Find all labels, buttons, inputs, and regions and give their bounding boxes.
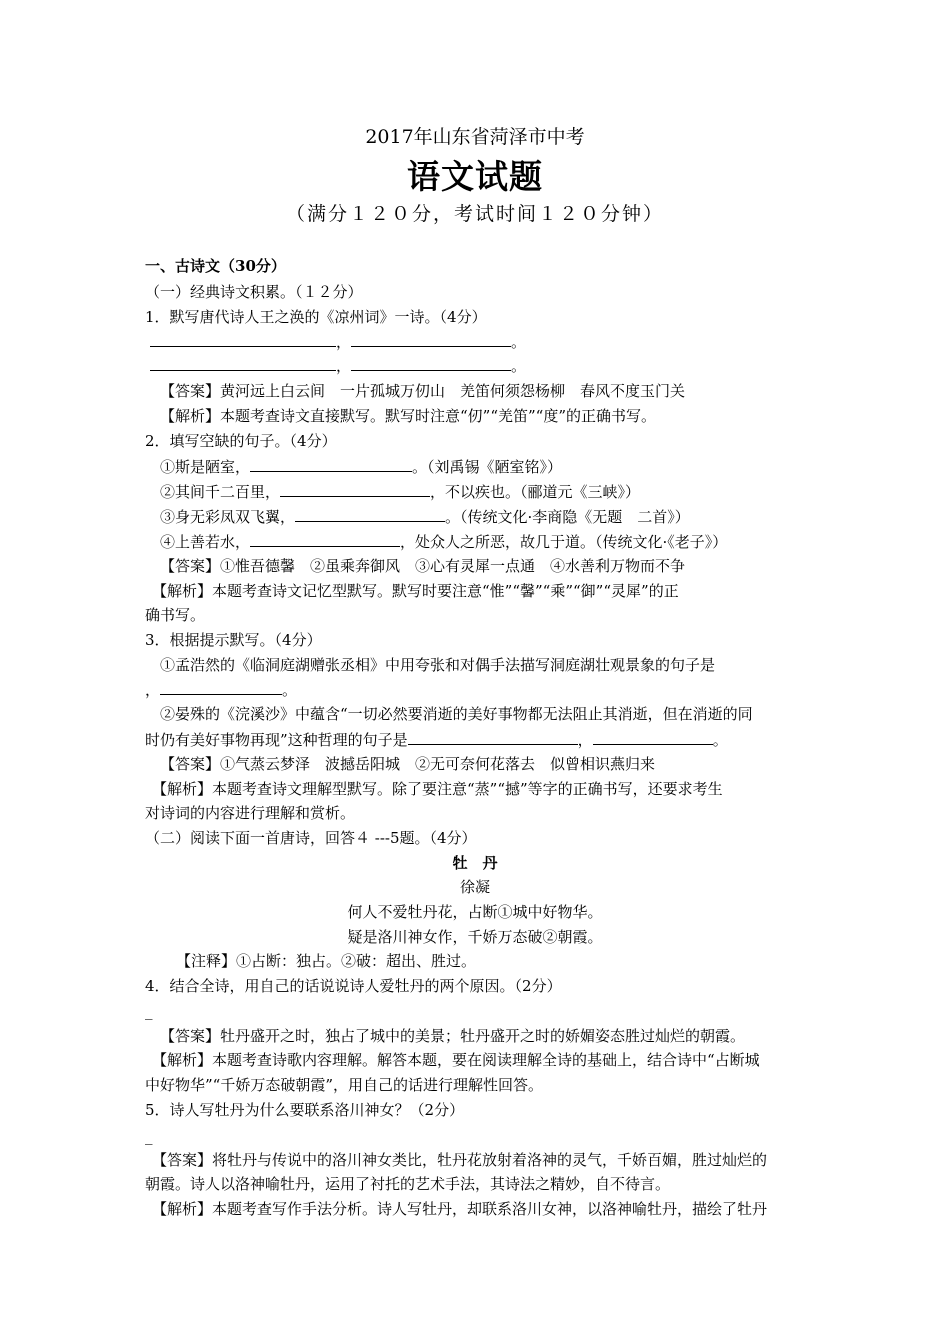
answer-blank[interactable] xyxy=(295,506,445,522)
q3-item-1-blank: ， 。 xyxy=(145,681,298,699)
q4-answer: 【答案】牡丹盛开之时，独占了城中的美景；牡丹盛开之时的娇媚姿态胜过灿烂的朝霞。 xyxy=(160,1027,746,1045)
q1-blank-row-2: ， 。 xyxy=(150,355,526,376)
q4-analysis-cont: 中好物华”“千娇万态破朝霞”，用自己的话进行理解性回答。 xyxy=(145,1076,544,1094)
q2-analysis: 【解析】本题考查诗文记忆型默写。默写时要注意“惟”“馨”“乘”“御”“灵犀”的正 xyxy=(152,582,679,600)
answer-blank[interactable] xyxy=(250,456,412,472)
poem-author: 徐凝 xyxy=(459,878,490,896)
exam-title: 2017年山东省菏泽市中考 xyxy=(365,126,585,148)
question-2: 2．填写空缺的句子。（4分） xyxy=(145,432,337,450)
q1-analysis: 【解析】本题考查诗文直接默写。默写时注意“仞”“羌笛”“度”的正确书写。 xyxy=(160,407,657,425)
q2-answer: 【答案】①惟吾德馨 ②虽乘奔御风 ③心有灵犀一点通 ④水善利万物而不争 xyxy=(160,557,686,575)
q2-analysis-cont: 确书写。 xyxy=(145,606,206,624)
answer-blank[interactable] xyxy=(351,355,511,371)
q2-item-3: ③身无彩凤双飞翼， 。（传统文化·李商隐《无题 二首》） xyxy=(160,508,690,526)
q3-analysis-cont: 对诗词的内容进行理解和赏析。 xyxy=(145,804,356,822)
question-1: 1．默写唐代诗人王之涣的《凉州词》一诗。（4分） xyxy=(145,308,487,326)
answer-blank[interactable] xyxy=(150,355,336,371)
question-5: 5．诗人写牡丹为什么要联系洛川神女？（2分） xyxy=(145,1101,465,1119)
q1-blank-row-1: ， 。 xyxy=(150,331,526,352)
poem-line-1: 何人不爱牡丹花，占断①城中好物华。 xyxy=(347,903,603,921)
subsection-1: （一）经典诗文积累。（１２分） xyxy=(145,283,363,301)
q5-analysis: 【解析】本题考查写作手法分析。诗人写牡丹，却联系洛川女神，以洛神喻牡丹，描绘了牡丹 xyxy=(152,1200,768,1218)
subject-title: 语文试题 xyxy=(407,157,543,196)
answer-blank[interactable] xyxy=(250,531,400,547)
poem-line-2: 疑是洛川神女作，千娇万态破②朝霞。 xyxy=(347,928,603,946)
q5-answer-cont: 朝霞。诗人以洛神喻牡丹，运用了衬托的艺术手法，其诗法之精妙，自不待言。 xyxy=(145,1175,671,1193)
q2-item-1: ①斯是陋室， 。（刘禹锡《陋室铭》） xyxy=(160,458,563,476)
q3-item-1: ①孟浩然的《临洞庭湖赠张丞相》中用夸张和对偶手法描写洞庭湖壮观景象的句子是 xyxy=(160,656,716,674)
answer-blank[interactable] xyxy=(351,331,511,347)
q3-answer: 【答案】①气蒸云梦泽 波撼岳阳城 ②无可奈何花落去 似曾相识燕归来 xyxy=(160,755,656,773)
poem-title: 牡 丹 xyxy=(452,854,498,872)
answer-blank[interactable] xyxy=(280,481,430,497)
answer-blank[interactable] xyxy=(408,729,578,745)
q2-item-2: ②其间千二百里， ，不以疾也。（郦道元《三峡》） xyxy=(160,483,641,501)
q1-answer: 【答案】黄河远上白云间 一片孤城万仞山 羌笛何须怨杨柳 春风不度玉门关 xyxy=(160,382,686,400)
question-4: 4．结合全诗，用自己的话说说诗人爱牡丹的两个原因。（2分） xyxy=(145,977,562,995)
score-time: （满分１２０分，考试时间１２０分钟） xyxy=(285,203,664,225)
q3-analysis: 【解析】本题考查诗文理解型默写。除了要注意“蒸”“撼”等字的正确书写，还要求考生 xyxy=(152,780,723,798)
answer-blank[interactable] xyxy=(160,679,282,695)
question-3: 3．根据提示默写。（4分） xyxy=(145,631,322,649)
q4-answer-line[interactable]: _ xyxy=(145,1002,153,1020)
q4-analysis: 【解析】本题考查诗歌内容理解。解答本题，要在阅读理解全诗的基础上，结合诗中“占断城 xyxy=(152,1051,760,1069)
q2-item-4: ④上善若水， ，处众人之所恶，故几于道。（传统文化·《老子》） xyxy=(160,533,728,551)
q3-item-2: ②晏殊的《浣溪沙》中蕴含“一切必然要消逝的美好事物都无法阻止其消逝，但在消逝的同 xyxy=(160,705,753,723)
section-heading: 一、古诗文（30分） xyxy=(145,257,286,275)
subsection-2: （二）阅读下面一首唐诗，回答４ ---5题。（4分） xyxy=(145,829,477,847)
q5-answer-line[interactable]: _ xyxy=(145,1127,153,1145)
answer-blank[interactable] xyxy=(150,331,336,347)
q3-item-2-cont: 时仍有美好事物再现”这种哲理的句子是 ， 。 xyxy=(145,731,728,749)
poem-note: 【注释】①占断：独占。②破：超出、胜过。 xyxy=(176,952,477,970)
answer-blank[interactable] xyxy=(593,729,713,745)
q5-answer: 【答案】将牡丹与传说中的洛川神女类比，牡丹花放射着洛神的灵气，千娇百媚，胜过灿烂的 xyxy=(152,1151,768,1169)
